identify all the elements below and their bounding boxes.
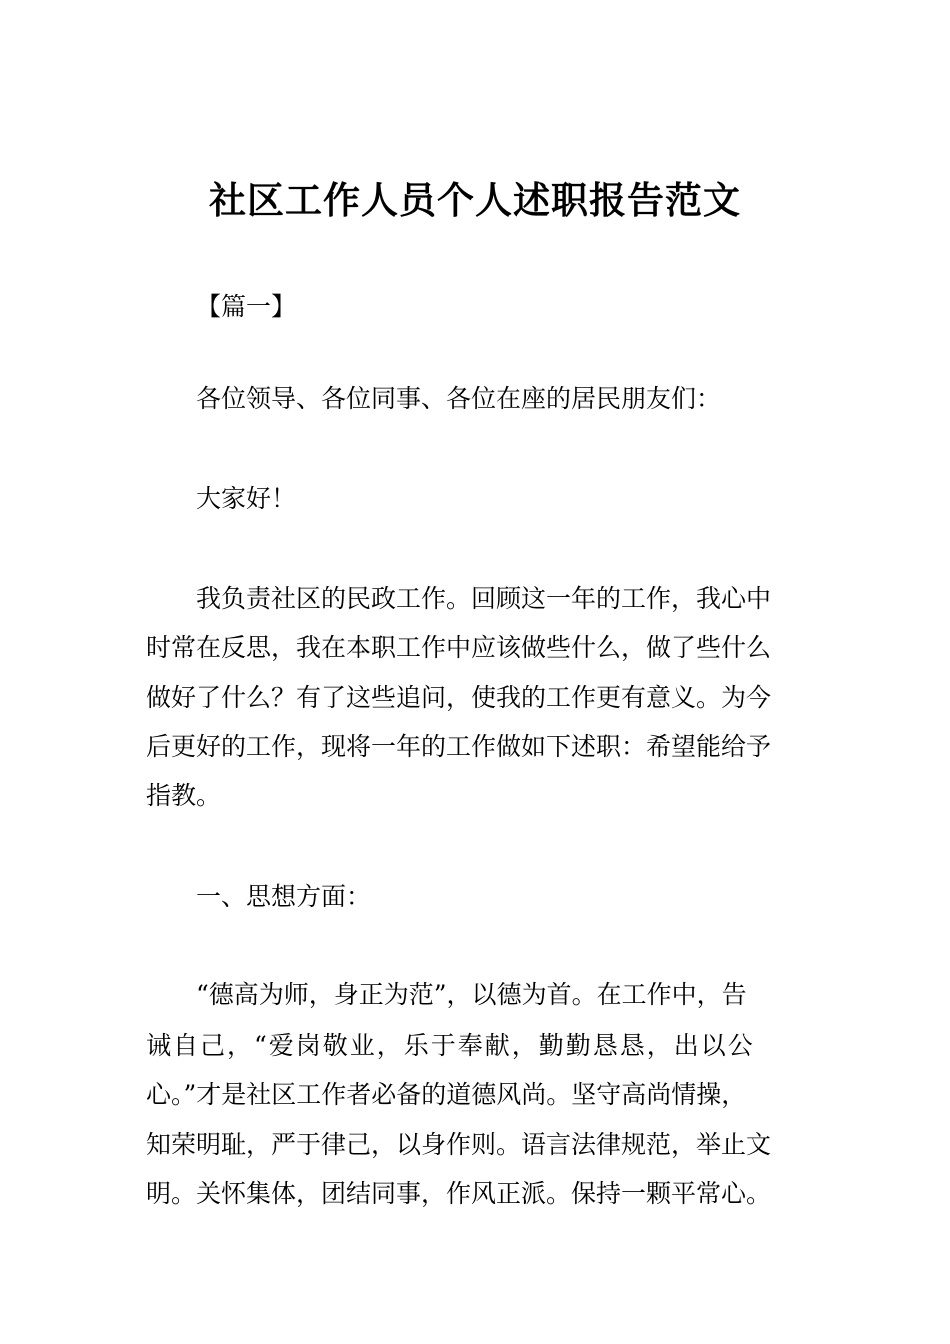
section-heading: 一、思想方面：: [196, 882, 372, 911]
paragraph-line: 心。”才是社区工作者必备的道德风尚。坚守高尚情操，: [146, 1080, 747, 1109]
paragraph-line: 明。关怀集体，团结同事，作风正派。保持一颗平常心。: [146, 1179, 772, 1208]
document-title: 社区工作人员个人述职报告范文: [209, 178, 741, 222]
paragraph-line: 时常在反思，我在本职工作中应该做些什么，做了些什么: [146, 633, 772, 662]
greeting: 大家好！: [196, 484, 297, 513]
paragraph-line: 后更好的工作，现将一年的工作做如下述职：希望能给予: [146, 732, 772, 761]
paragraph-line: “德高为师，身正为范”，以德为首。在工作中，告: [196, 980, 747, 1009]
section-label: 【篇一】: [196, 292, 297, 321]
paragraph-line: 我负责社区的民政工作。回顾这一年的工作，我心中: [196, 584, 772, 613]
paragraph-line: 知荣明耻，严于律己，以身作则。语言法律规范，举止文: [146, 1130, 772, 1159]
paragraph-line: 做好了什么？有了这些追问，使我的工作更有意义。为今: [146, 683, 772, 712]
paragraph-line: 指教。: [146, 781, 222, 810]
paragraph-line: 诫自己，“爱岗敬业，乐于奉献，勤勤恳恳，出以公: [146, 1031, 755, 1060]
salutation: 各位领导、各位同事、各位在座的居民朋友们：: [196, 384, 722, 413]
